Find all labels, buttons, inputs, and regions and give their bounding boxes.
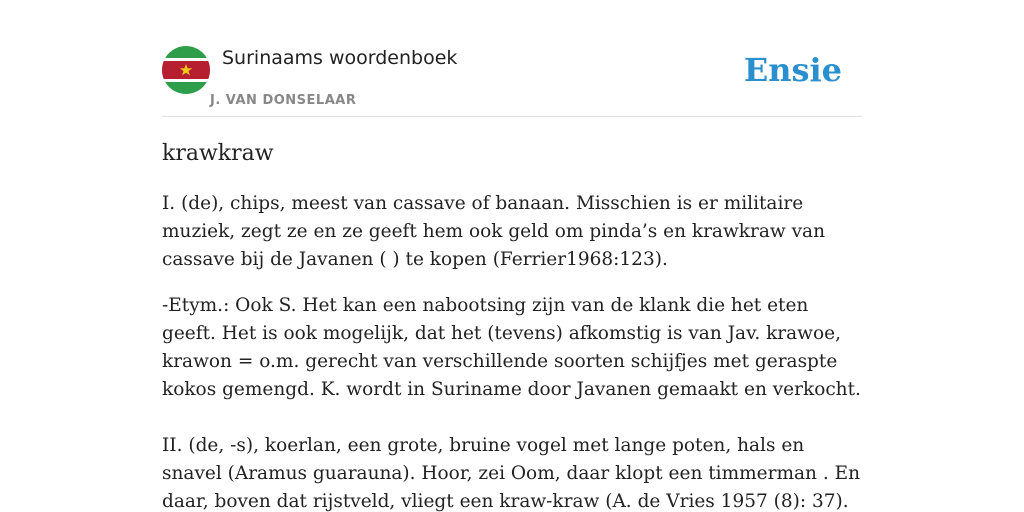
entry-content — [162, 138, 864, 512]
entry-headword: krawkraw — [162, 141, 274, 166]
dictionary-header — [162, 46, 862, 117]
entry-paragraph-1: I. (de), chips, meest van cassave of banaan. Misschien is er militaire muziek, zegt ze en ze geeft hem ook geld om pinda’s en krawkraw van cassave bij de Javanen ( ) te kopen (Ferrier1968:123). — [162, 193, 825, 270]
entry-paragraph-2: -Etym.: Ook S. Het kan een nabootsing zijn van de klank die het eten geeft. Het is ook mogelijk, dat het (tevens) afkomstig is van Jav. krawoe, krawon = o.m. gerecht van verschillende soorten schijfjes met geraspte kokos gemengd. K. wordt in Suriname door Javanen gemaakt en verkocht. II. (de, -s), koerlan, een grote, bruine vogel met lange poten, hals en snavel (Aramus guarauna). Hoor, zei Oom, daar klopt een timmerman . En daar, boven dat rijstveld, vliegt een kraw-kraw (A. de Vries 1957 (8): 37). — [162, 295, 861, 512]
dictionary-title-link[interactable]: Surinaams woordenboek — [222, 47, 458, 69]
dictionary-author: J. VAN DONSELAAR — [210, 93, 357, 108]
suriname-flag-icon[interactable] — [162, 46, 210, 94]
ensie-logo-link[interactable]: Ensie — [743, 51, 842, 89]
flag-graphic — [162, 46, 210, 94]
